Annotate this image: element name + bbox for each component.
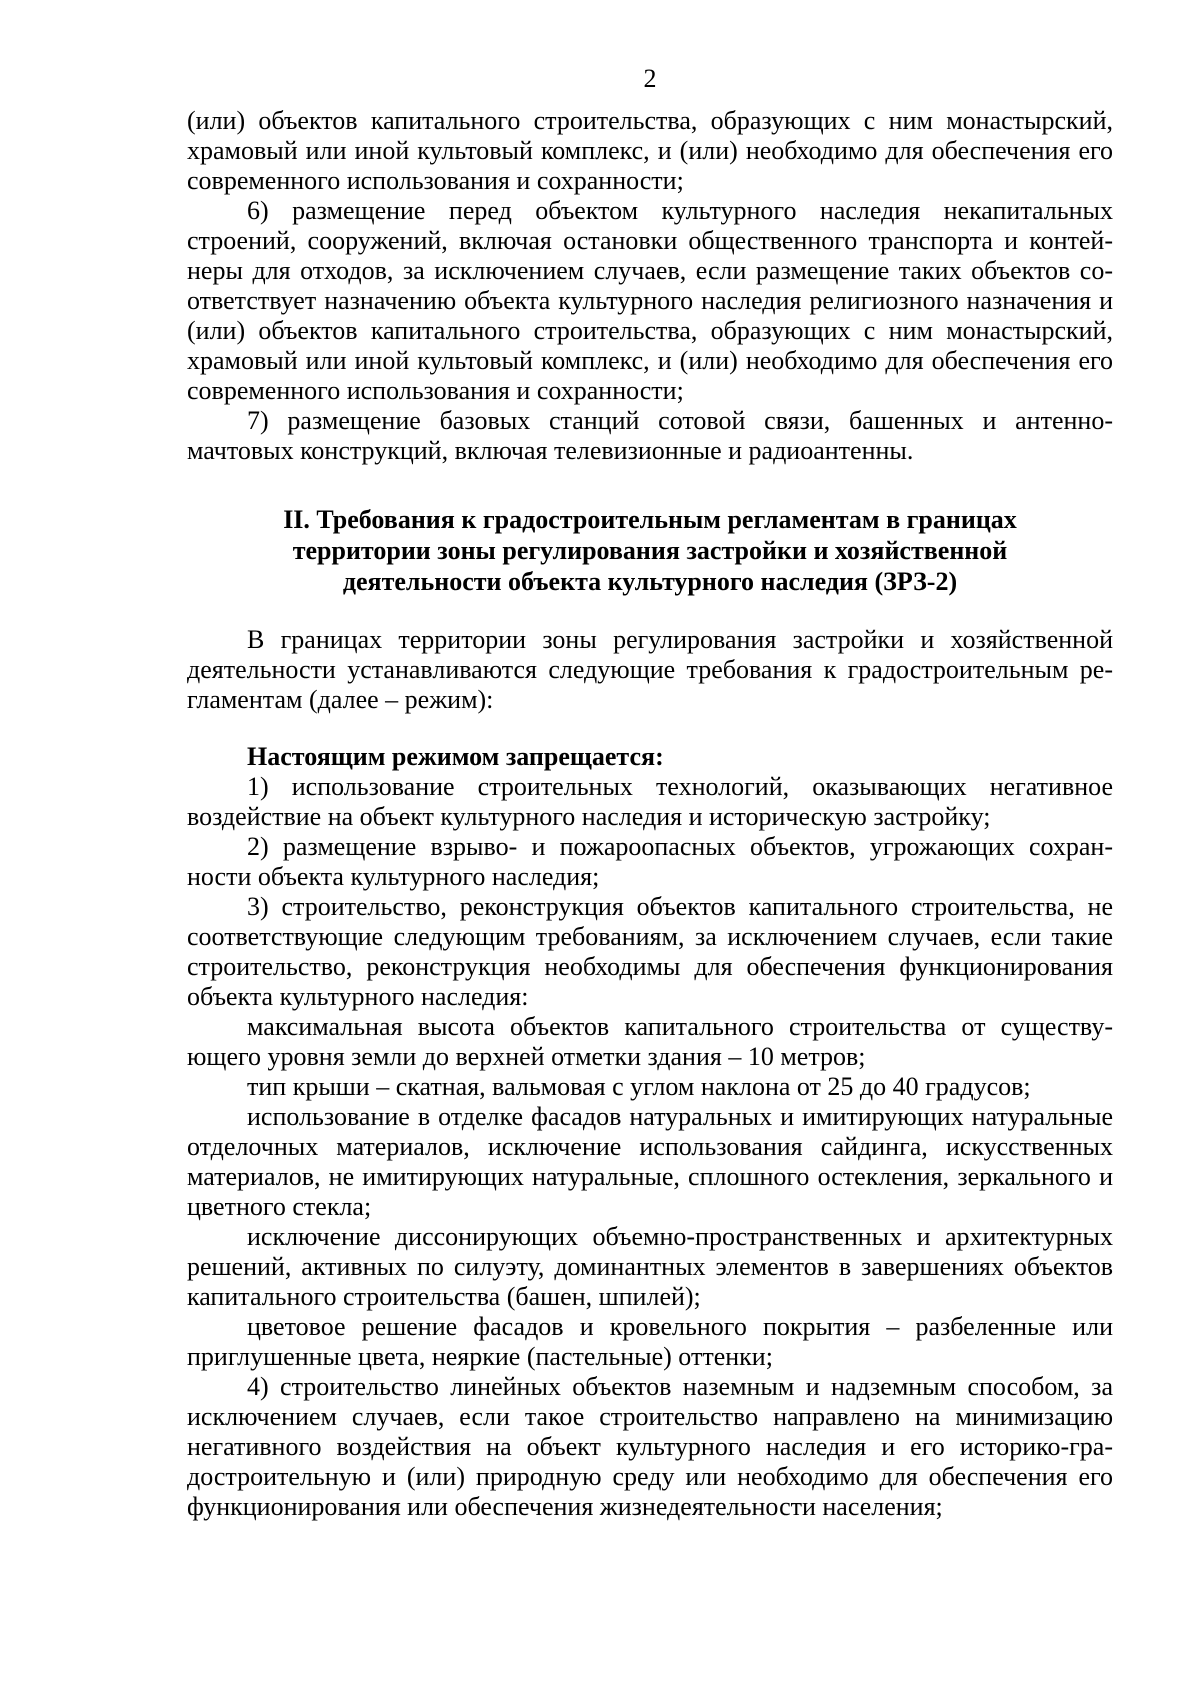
list-subitem-roof-type: тип крыши – скатная, вальмовая с углом наклона от 25 до 40 градусов;	[247, 1072, 1031, 1101]
list-item-1: 1) использование строительных технологий, оказывающих негативное воздействие на объект культурного наследия и историческую застройку;	[187, 772, 1113, 831]
page-number: 2	[643, 64, 657, 93]
paragraph-continuation: (или) объектов капитального строительства, образующих с ним монастырский, храмовый или иной культовый комплекс, и (или) необходимо для обеспечения его современного использования и сохранности;	[187, 106, 1113, 195]
section-heading-line: деятельности объекта культурного наследия (ЗРЗ-2)	[342, 567, 958, 596]
list-subitem-color-solution: цветовое решение фасадов и кровельного покрытия – разбеленные или приглушенные цвета, неяркие (пастельные) оттенки;	[187, 1312, 1113, 1371]
paragraph-item-6: 6) размещение перед объектом культурного наследия некапитальных строений, сооружений, включая остановки общественного транспорта и контейнеры для отходов, за исключением случаев, если размещение таких объектов соответствует назначению объекта культурного наследия религиозного назначения и (или) объектов капитального строительства, образующих с ним монастырский, храмовый или иной культовый комплекс, и (или) необходимо для обеспечения его современного использования и сохранности;	[187, 196, 1113, 405]
paragraph-intro: В границах территории зоны регулирования застройки и хозяйственной деятельности устанавливаются следующие требования к градостроительным регламентам (далее – режим):	[187, 625, 1113, 714]
section-heading	[187, 504, 1113, 597]
list-subitem-dissonant-solutions: исключение диссонирующих объемно-пространственных и архитектурных решений, активных по силуэту, доминантных элементов в завершениях объектов капитального строительства (башен, шпилей);	[187, 1222, 1113, 1311]
document-body	[187, 106, 1113, 1522]
paragraph-item-7: 7) размещение базовых станций сотовой связи, башенных и антенно-мачтовых конструкций, включая телевизионные и радиоантенны.	[187, 406, 1113, 465]
prohibition-heading: Настоящим режимом запрещается:	[247, 742, 664, 771]
section-heading-line: II. Требования к градостроительным регламентам в границах	[283, 505, 1017, 534]
list-item-4: 4) строительство линейных объектов наземным и надземным способом, за исключением случаев, если такое строительство направлено на минимизацию негативного воздействия на объект культурного наследия и его историко-градостроительную и (или) природную среду или необходимо для обеспечения его функционирования или обеспечения жизнедеятельности населения;	[187, 1372, 1113, 1521]
list-item-2: 2) размещение взрыво- и пожароопасных объектов, угрожающих сохранности объекта культурного наследия;	[187, 832, 1113, 891]
list-subitem-facade-materials: использование в отделке фасадов натуральных и имитирующих натуральные отделочных материалов, исключение использования сайдинга, искусственных материалов, не имитирующих натуральные, сплошного остекления, зеркального и цветного стекла;	[187, 1102, 1113, 1221]
list-item-3: 3) строительство, реконструкция объектов капитального строительства, не соответствующие следующим требованиям, за исключением случаев, если такие строительство, реконструкция необходимы для обеспечения функционирования объекта культурного наследия:	[187, 892, 1113, 1011]
list-subitem-max-height: максимальная высота объектов капитального строительства от существующего уровня земли до верхней отметки здания – 10 метров;	[187, 1012, 1113, 1071]
section-heading-line: территории зоны регулирования застройки и хозяйственной	[292, 536, 1008, 565]
